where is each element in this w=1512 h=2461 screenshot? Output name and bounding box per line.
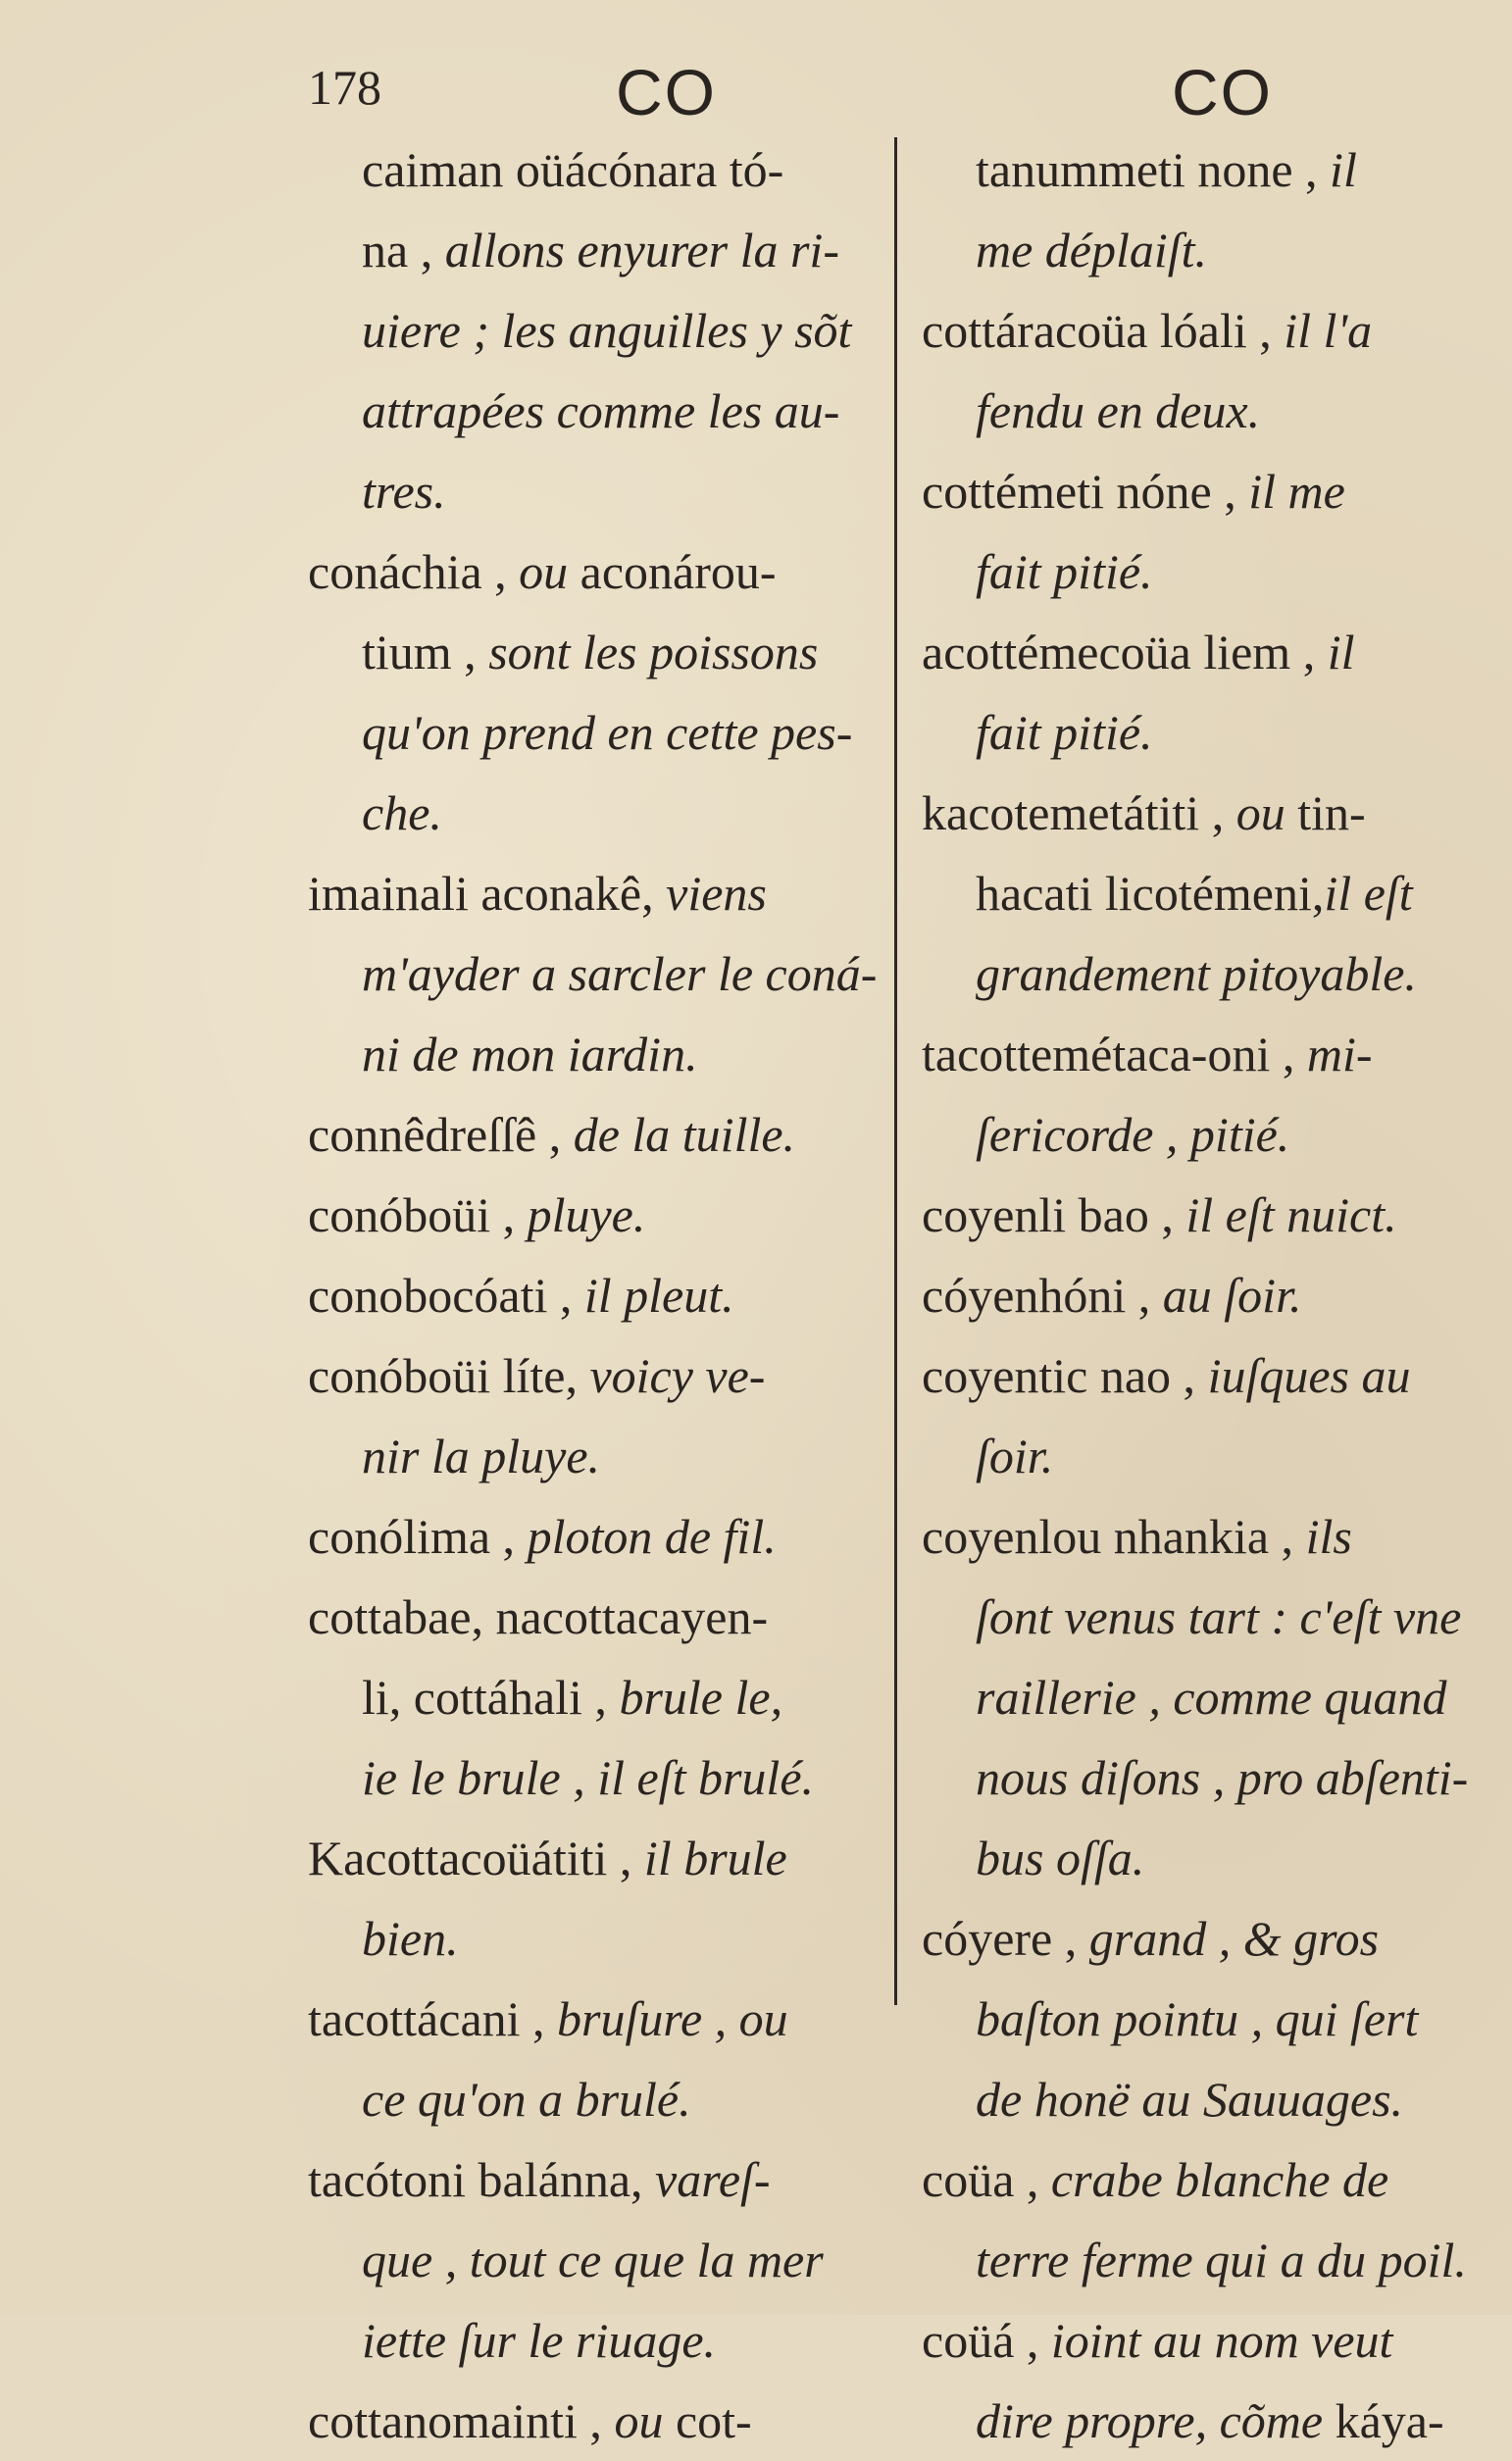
roman-text: tin- <box>1297 785 1366 840</box>
text-line <box>922 290 1486 371</box>
text-line <box>308 1014 877 1094</box>
text-line <box>922 2139 1486 2220</box>
roman-text: cottabae, nacottacayen- <box>308 1589 769 1644</box>
text-line <box>922 1657 1486 1737</box>
roman-text: cot- <box>675 2393 752 2448</box>
text-line <box>922 1818 1486 1898</box>
italic-text: grand , & gros <box>1088 1911 1380 1966</box>
roman-text: connêdreſſê , <box>308 1107 574 1162</box>
italic-text: il <box>1327 625 1355 679</box>
text-line <box>922 692 1486 773</box>
roman-text: aconárou- <box>580 544 777 599</box>
roman-text: conobocóati , <box>308 1268 584 1323</box>
roman-text: hacati licotémeni, <box>976 866 1325 921</box>
italic-text: terre ferme qui a du poil. <box>976 2233 1467 2287</box>
italic-text: tres. <box>362 464 446 519</box>
text-line <box>308 933 877 1014</box>
italic-text: de honë au Sauuages. <box>976 2072 1404 2127</box>
text-line <box>308 1657 877 1737</box>
italic-text: bien. <box>362 1911 459 1966</box>
roman-text: conóboüi líte, <box>308 1348 590 1403</box>
italic-text: pluye. <box>527 1187 646 1242</box>
text-line <box>308 1898 877 1979</box>
roman-text: tanummeti none , <box>976 142 1331 197</box>
text-line <box>922 371 1486 451</box>
text-line <box>308 1094 877 1175</box>
text-line <box>922 1014 1486 1094</box>
italic-text: ploton de fil. <box>527 1509 777 1564</box>
italic-text: ie le brule , il eſt brulé. <box>362 1750 815 1805</box>
text-line <box>308 1737 877 1818</box>
text-line <box>308 1496 877 1577</box>
text-line <box>922 933 1486 1014</box>
italic-text: iette ſur le riuage. <box>362 2313 717 2368</box>
roman-text: acottémecoüa liem , <box>922 625 1328 679</box>
running-head-left: CO <box>616 56 717 128</box>
roman-text: coüa , <box>922 2152 1051 2207</box>
italic-text: ſont venus tart : c'eſt vne <box>976 1589 1462 1644</box>
italic-text: il eſt <box>1324 866 1413 921</box>
text-line <box>308 1818 877 1898</box>
text-line <box>922 531 1486 612</box>
italic-text: iuſques au <box>1207 1348 1411 1403</box>
italic-text: nous diſons , pro abſenti- <box>976 1750 1469 1805</box>
roman-text: cóyenhóni , <box>922 1268 1163 1323</box>
text-line <box>922 1577 1486 1657</box>
roman-text: cottanomainti , <box>308 2393 615 2448</box>
italic-text: sont les poissons <box>488 625 819 679</box>
italic-text: baſton pointu , qui ſert <box>976 1991 1419 2046</box>
text-line <box>922 1898 1486 1979</box>
text-line <box>922 2059 1486 2139</box>
page-number: 178 <box>308 60 381 115</box>
text-line <box>922 853 1486 933</box>
italic-text: voicy ve- <box>589 1348 766 1403</box>
italic-text: ioint au nom veut <box>1050 2313 1393 2368</box>
italic-text: il l'a <box>1284 303 1373 358</box>
text-line <box>308 612 877 692</box>
right-column <box>922 129 1486 2461</box>
italic-text: raillerie , comme quand <box>976 1670 1447 1725</box>
roman-text: conáchia , <box>308 544 520 599</box>
roman-text: Kacottacoüátiti , <box>308 1831 644 1885</box>
italic-text: il pleut. <box>583 1268 734 1323</box>
italic-text: mi- <box>1306 1027 1373 1081</box>
italic-text: vareſ- <box>655 2152 771 2207</box>
italic-text: ils <box>1305 1509 1352 1564</box>
italic-text: il <box>1330 142 1357 197</box>
italic-text: il me <box>1248 464 1345 519</box>
text-line <box>308 1255 877 1335</box>
roman-text: li, cottáhali , <box>362 1670 620 1725</box>
text-line <box>308 531 877 612</box>
text-line <box>308 1335 877 1416</box>
italic-text: ſericorde , pitié. <box>976 1107 1290 1162</box>
text-line <box>922 1094 1486 1175</box>
text-line <box>922 2381 1486 2461</box>
italic-text: que , tout ce que la mer <box>362 2233 824 2287</box>
text-line <box>922 1496 1486 1577</box>
italic-text: ni de mon iardin. <box>362 1027 698 1081</box>
roman-text: coyenli bao , <box>922 1187 1186 1242</box>
italic-text: me déplaiſt. <box>976 223 1208 277</box>
text-line <box>308 2220 877 2300</box>
roman-text: cóyere , <box>922 1911 1089 1966</box>
text-line <box>308 773 877 853</box>
text-line <box>922 451 1486 531</box>
text-line <box>308 371 877 451</box>
roman-text: conóboüi , <box>308 1187 528 1242</box>
italic-text: bruſure , ou <box>557 1991 788 2046</box>
text-line <box>308 290 877 371</box>
italic-text: dire propre, cõme <box>976 2393 1336 2448</box>
text-line <box>308 853 877 933</box>
italic-text: il brule <box>643 1831 787 1885</box>
italic-text: grandement pitoyable. <box>976 946 1417 1001</box>
text-line <box>308 2059 877 2139</box>
italic-text: nir la pluye. <box>362 1429 601 1483</box>
running-head-right: CO <box>1172 56 1273 128</box>
text-line <box>308 1577 877 1657</box>
italic-text: ou <box>519 544 580 599</box>
italic-text: brule le, <box>619 1670 783 1725</box>
roman-text: imainali aconakê, <box>308 866 667 921</box>
roman-text: tacótoni balánna, <box>308 2152 656 2207</box>
roman-text: cottémeti nóne , <box>922 464 1249 519</box>
roman-text: coyentic nao , <box>922 1348 1208 1403</box>
italic-text: ou <box>614 2393 676 2448</box>
italic-text: m'ayder a sarcler le coná- <box>362 946 878 1001</box>
text-line <box>308 1175 877 1255</box>
italic-text: viens <box>666 866 767 921</box>
italic-text: fait pitié. <box>976 705 1153 760</box>
text-line <box>922 1255 1486 1335</box>
italic-text: ſoir. <box>976 1429 1054 1483</box>
italic-text: ce qu'on a brulé. <box>362 2072 691 2127</box>
text-line <box>308 1979 877 2059</box>
column-divider <box>894 137 897 2005</box>
italic-text: de la tuille. <box>573 1107 796 1162</box>
italic-text: ou <box>1235 785 1298 840</box>
italic-text: crabe blanche de <box>1050 2152 1389 2207</box>
text-line <box>922 2220 1486 2300</box>
text-line <box>308 2139 877 2220</box>
text-line <box>308 1416 877 1496</box>
roman-text: kacotemetátiti , <box>922 785 1236 840</box>
italic-text: bus oſſa. <box>976 1831 1145 1885</box>
text-line <box>308 2300 877 2381</box>
text-line <box>922 1979 1486 2059</box>
text-line <box>922 129 1486 210</box>
roman-text: tacottácani , <box>308 1991 558 2046</box>
text-line <box>308 129 877 210</box>
roman-text: cottáracoüa lóali , <box>922 303 1285 358</box>
roman-text: tacottemétaca-oni , <box>922 1027 1307 1081</box>
text-line <box>922 773 1486 853</box>
roman-text: na , <box>362 223 445 277</box>
roman-text: tium , <box>362 625 489 679</box>
italic-text: qu'on prend en cette pes- <box>362 705 853 760</box>
italic-text: attrapées comme les au- <box>362 383 840 438</box>
text-line <box>308 692 877 773</box>
text-line <box>308 451 877 531</box>
text-line <box>922 1175 1486 1255</box>
text-line <box>922 210 1486 290</box>
text-line <box>308 210 877 290</box>
roman-text: coüá , <box>922 2313 1051 2368</box>
text-line <box>922 612 1486 692</box>
text-line <box>922 1335 1486 1416</box>
text-line <box>308 2381 877 2461</box>
roman-text: conólima , <box>308 1509 528 1564</box>
italic-text: il eſt nuict. <box>1185 1187 1397 1242</box>
italic-text: uiere ; les anguilles y sõt <box>362 303 852 358</box>
italic-text: allons enyurer la ri- <box>444 223 839 277</box>
left-column <box>308 129 877 2461</box>
roman-text: caiman oüácónara tó- <box>362 142 784 197</box>
italic-text: fendu en deux. <box>976 383 1261 438</box>
roman-text: coyenlou nhankia , <box>922 1509 1306 1564</box>
italic-text: fait pitié. <box>976 544 1153 599</box>
text-line <box>922 2300 1486 2381</box>
text-line <box>922 1416 1486 1496</box>
italic-text: au ſoir. <box>1162 1268 1302 1323</box>
italic-text: che. <box>362 785 442 840</box>
text-line <box>922 1737 1486 1818</box>
roman-text: káya- <box>1335 2393 1444 2448</box>
